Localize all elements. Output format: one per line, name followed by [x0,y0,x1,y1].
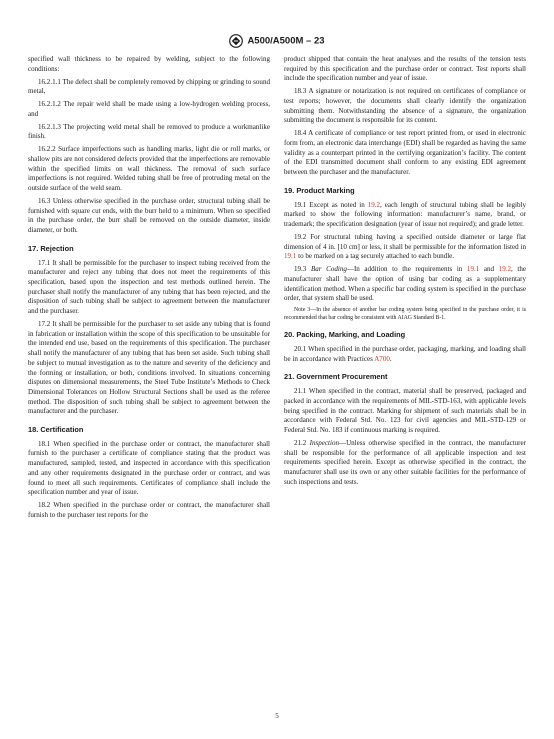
text-run: 21.2 [294,438,310,447]
paragraph-16-3: 16.3 Unless otherwise specified in the purchase order, structural tubing shall be furnished with square cut ends, with the burr held to a minimum. When so specified in the purchase order, the burr shall be removed on the outside diameter, inside diameter, or both. [28,197,270,235]
paragraph-16-2-1-1: 16.2.1.1 The defect shall be completely removed by chipping or grinding to sound metal, [28,77,270,96]
paragraph-18-1: 18.1 When specified in the purchase order or contract, the manufacturer shall furnish to the purchaser a certificate of compliance stating that the product was manufactured, sampled, tested, and inspected in accordance with this specification and any other requirements designated in the purchase order or contract, and was found to meet all such requirements. Certificates of compliance shall include the specification number and year of issue. [28,439,270,497]
paragraph-continued: specified wall thickness to be repaired by welding, subject to the following conditions: [28,55,270,73]
page-header [0,34,554,48]
text-run: to be marked on a tag securely attached to each bundle. [296,252,455,261]
paragraph-18-4: 18.4 A certificate of compliance or test report printed from, or used in electronic form from, an electronic data interchange (EDI) shall be regarded as having the same validity as a counterpart printed in the certifying organization’s facility. The content of the EDI transmitted document shall conform to any existing EDI agreement between the purchaser and the manufacturer. [284,129,526,177]
text-run: 20.1 When specified in the purchase order, packaging, marking, and loading shall be in accordance with Practices [284,345,526,363]
text-run: —In addition to the requirements in [346,265,467,274]
text-run: . [389,354,392,363]
cross-reference-link[interactable]: A700 [374,354,390,363]
text-run: , the manufacturer shall have the option of using bar coding as a supplementary identification method. When a specific bar coding system is specified in the purchase order, that system shall be used. [284,265,526,303]
right-column [284,55,526,491]
paragraph-20-1 [284,345,526,364]
text-run: —Unless otherwise specified in the contract, the manufacturer shall be responsible for the performance of all applicable inspection and test requirements specified herein. Except as otherwise specified in the contract, the manufacturer shall use its own or any other suitable facilities for the performance of such inspections and tests. [284,438,527,486]
section-heading-government-procurement: 21. Government Procurement [284,372,388,382]
paragraph-19-2 [284,233,526,262]
paragraph-21-2 [284,439,526,488]
document-designation: A500/A500M – 23 [247,35,325,47]
cross-reference-link[interactable]: 19.1 [284,252,297,261]
text-run: , each length of structural tubing shall be legibly marked to show the following information: manufacturer’s name, brand, or trademark; the specification designation (year of issue not required); and grade letter. [284,200,526,228]
note-3: Note 3—In the absence of another bar coding system being specified in the purchase order, it is recommended that bar coding be consistent with AIAG Standard B-1. [284,307,526,321]
cross-reference-link[interactable]: 19.2 [498,265,512,274]
text-run: 19.2 For structural tubing having a specified outside diameter or large flat dimension of 4 in. [10 cm] or less, it shall be permissible for the information listed in [284,232,526,251]
text-run: 19.1 Except as noted in [294,200,368,209]
paragraph-title: Inspection [309,438,340,447]
section-heading-packing: 20. Packing, Marking, and Loading [284,330,406,340]
paragraph-19-3 [284,265,526,304]
paragraph-17-1: 17.1 It shall be permissible for the purchaser to inspect tubing received from the manufacturer and reject any tubing that does not meet the requirements of this specification, based upon the inspection and test methods outlined herein. The purchaser shall notify the manufacturer of any tubing that has been rejected, and the disposition of such tubing shall be subject to agreement between the manufacturer and the purchaser. [28,258,270,316]
cross-reference-link[interactable]: 19.1 [466,265,480,274]
paragraph-continued: product shipped that contain the heat analyses and the results of the tension tests required by this specification and the purchase order or contract. Test reports shall include the specification number and year of issue. [284,55,526,83]
text-run: and [479,265,499,274]
paragraph-18-3: 18.3 A signature or notarization is not required on certificates of compliance or test reports; however, the documents shall clearly identify the organization submitting them. Notwithstanding the absence of a signature, the organization submitting the document is responsible for its content. [284,87,526,125]
paragraph-16-2-2: 16.2.2 Surface imperfections such as handling marks, light die or roll marks, or shallow pits are not considered defects provided that the imperfections are removable within the specified limits on wall thickness. The removal of such surface imperfections is not required. Welded tubing shall be free of protruding metal on the outside surface of the weld seam. [28,145,270,193]
astm-logo-icon [229,34,243,48]
left-column [28,55,270,524]
paragraph-19-1 [284,201,526,230]
cross-reference-link[interactable]: 19.2 [367,200,381,209]
paragraph-17-2: 17.2 It shall be permissible for the purchaser to set aside any tubing that is found in fabrication or installation within the scope of this specification to be unsuitable for the intended end use, based on the requirements of this specification. The purchaser shall notify the manufacturer of any tubing that has been set aside. Such tubing shall be subject to mutual investigation as to the nature and severity of the deficiency and the forming or installation, or both, conditions involved. In situations concerning disputes on dimensional measurements, the Steel Tube Institute’s Methods to Check Dimensional Tolerances on Hollow Structural Sections shall be used as the referee method. The disposition of such tubing shall be subject to agreement between the manufacturer and the purchaser. [28,320,270,416]
section-heading-certification: 18. Certification [28,425,84,435]
paragraph-21-1: 21.1 When specified in the contract, material shall be preserved, packaged and packed in accordance with the requirements of MIL-STD-163, with applicable levels being specified in the contract. Marking for shipment of such materials shall be in accordance with Federal Std. No. 123 for civil agencies and MIL-STD-129 or Federal Std. No. 183 if continuous marking is required. [284,387,526,434]
paragraph-16-2-1-3: 16.2.1.3 The projecting weld metal shall be removed to produce a workmanlike finish. [28,122,270,141]
paragraph-18-2: 18.2 When specified in the purchase order or contract, the manufacturer shall furnish to the purchaser test reports for the [28,501,270,519]
paragraph-title: Bar Coding [310,265,347,274]
section-heading-product-marking: 19. Product Marking [284,185,355,195]
page-number: 5 [275,712,279,720]
text-run: 19.3 [294,265,311,274]
section-heading-rejection: 17. Rejection [28,243,74,253]
paragraph-16-2-1-2: 16.2.1.2 The repair weld shall be made using a low-hydrogen welding process, and [28,100,270,118]
